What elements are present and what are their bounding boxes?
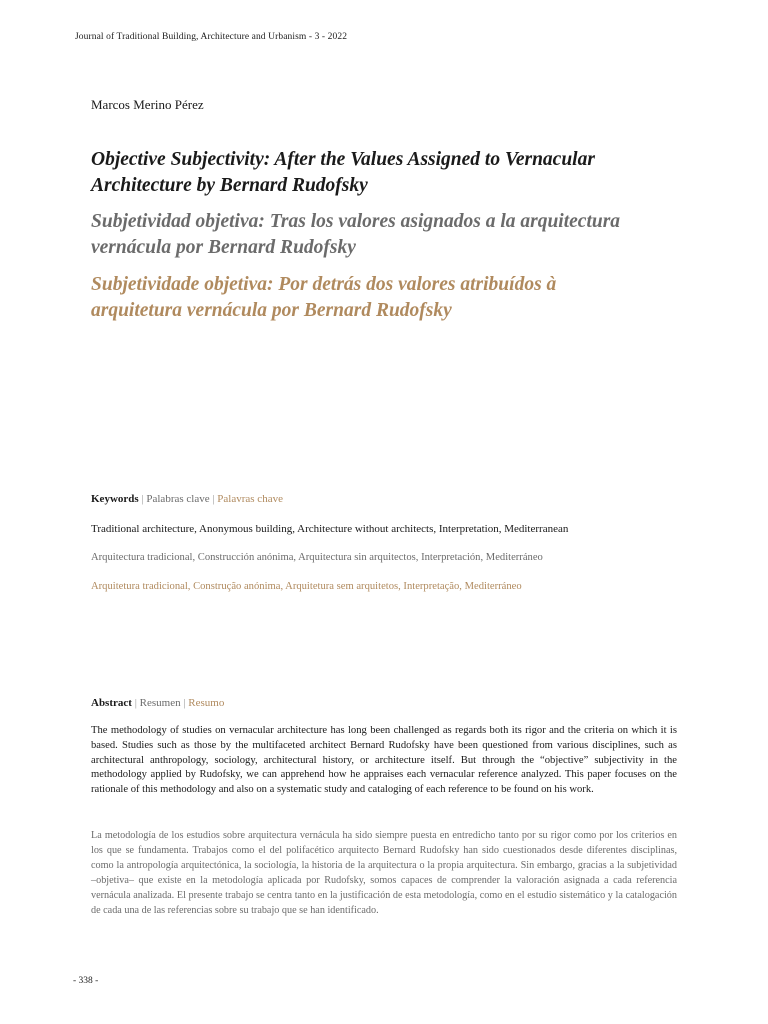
title-spanish: Subjetividad objetiva: Tras los valores asignados a la arquitectura vernácula por Bernard Rudofsky: [91, 211, 621, 258]
keywords-label: [91, 493, 283, 505]
keywords-label-es: Palabras clave: [146, 493, 210, 505]
keywords-label-en: Keywords: [91, 493, 139, 505]
keywords-separator: |: [138, 493, 147, 505]
title-english: Objective Subjectivity: After the Values Assigned to Vernacular Architecture by Bernard Rudofsky: [91, 149, 595, 196]
keywords-portuguese: Arquitetura tradicional, Construção anónima, Arquitetura sem arquitetos, Interpretação, Mediterráneo: [91, 581, 522, 592]
abstract-english: The methodology of studies on vernacular architecture has long been challenged as regards both its rigor and the criteria on which it is based. Studies such as those by the multifaceted architect Bernard Rudofsky have been questioned from various disciplines, such as architectural anthropology, sociology, architectural history, or architecture itself. But through the “objective” subjectivity in the methodology applied by Rudofsky, we can apprehend how he appraises each vernacular reference analyzed. This paper focuses on the rationale of this methodology and also on a systematic study and cataloging of each reference to be found on his work.: [91, 725, 677, 796]
keywords-label-pt: Palavras chave: [217, 493, 283, 505]
abstract-label-pt: Resumo: [188, 697, 225, 709]
keywords-separator: |: [209, 493, 218, 505]
abstract-separator: |: [180, 697, 189, 709]
keywords-english: Traditional architecture, Anonymous building, Architecture without architects, Interpretation, Mediterranean: [91, 523, 569, 535]
abstract-label: [91, 697, 224, 709]
running-head: Journal of Traditional Building, Architecture and Urbanism - 3 - 2022: [75, 32, 348, 42]
abstract-label-es: Resumen: [139, 697, 181, 709]
keywords-spanish: Arquitectura tradicional, Construcción anónima, Arquitectura sin arquitectos, Interpretación, Mediterráneo: [91, 552, 543, 563]
title-portuguese: Subjetividade objetiva: Por detrás dos valores atribuídos à arquitetura vernácula por Bernard Rudofsky: [91, 274, 557, 321]
author-name: Marcos Merino Pérez: [91, 97, 204, 112]
abstract-spanish: La metodología de los estudios sobre arquitectura vernácula ha sido siempre puesta en entredicho tanto por su rigor como por los criterios en los que se fundamenta. Trabajos como el del polifacético arquitecto Bernard Rudofsky han sido cuestionados desde diferentes disciplinas, como la antropología arquitectónica, la sociología, la historia de la arquitectura o la propia arquitectura. Sin embargo, gracias a la subjetividad –objetiva– que existe en la metodología aplicada por Rudofsky, somos capaces de comprender la valoración asignada a cada referencia vernácula analizada. El presente trabajo se centra tanto en la justificación de esta metodología, como en el estudio sistemático y la catalogación de cada una de las referencias sobre su trabajo que se han identificado.: [91, 830, 677, 917]
abstract-separator: |: [131, 697, 140, 709]
abstract-label-en: Abstract: [91, 697, 132, 709]
page-number: - 338 -: [73, 976, 99, 986]
